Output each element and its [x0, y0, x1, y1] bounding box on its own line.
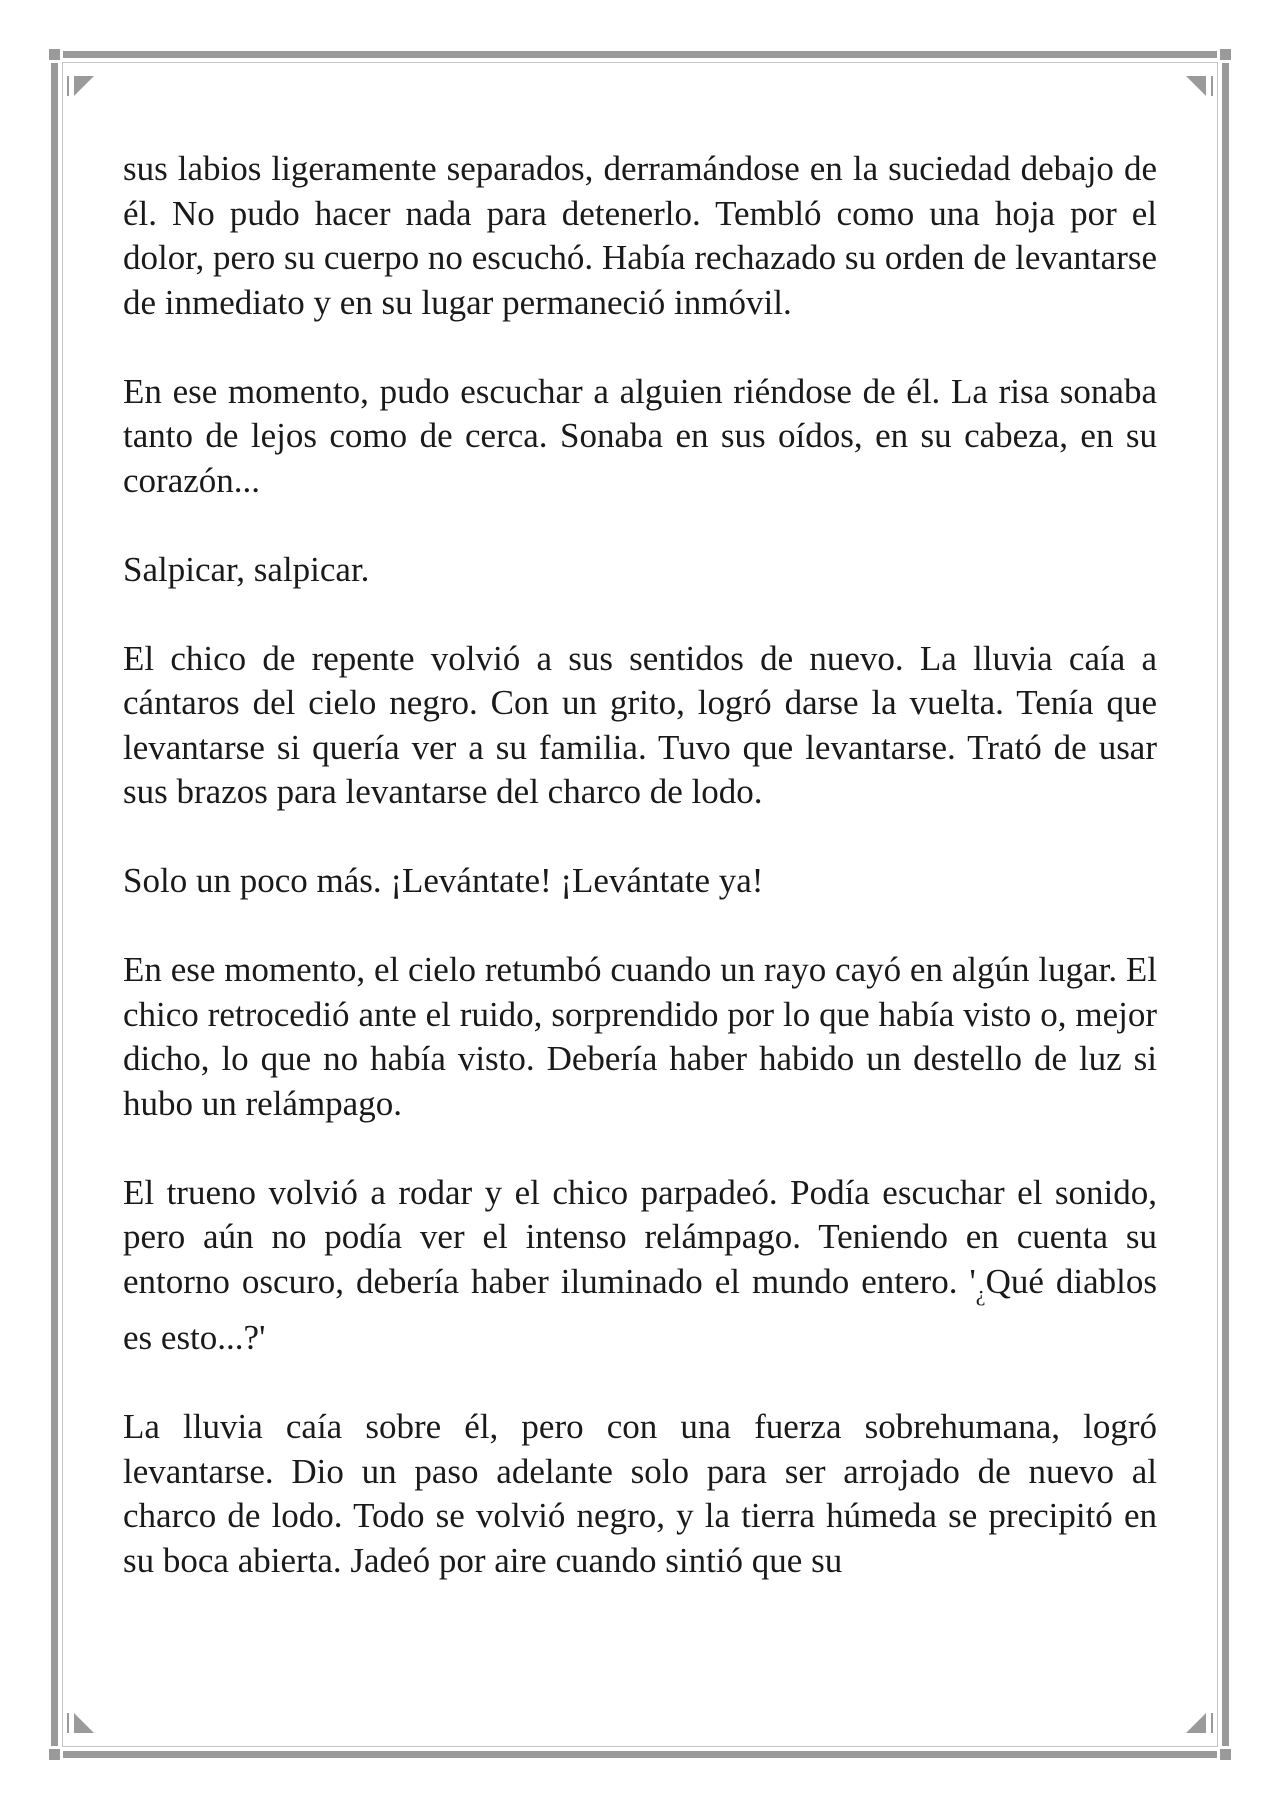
page-body-text: [123, 147, 1157, 1583]
frame-bottom-bar: [66, 1751, 1214, 1758]
frame-left-bar: [51, 66, 58, 1743]
paragraph-7-quote: Qué diablos es esto...?': [123, 1261, 1157, 1357]
paragraph-2: En ese momento, pudo escuchar a alguien riéndose de él. La risa sonaba tanto de lejos como de cerca. Sonaba en sus oídos, en su cabeza, en su corazón...: [123, 371, 1157, 500]
frame-top-bar: [66, 51, 1214, 58]
frame-right-bar: [1222, 66, 1229, 1743]
paragraph-1: sus labios ligeramente separados, derramándose en la suciedad debajo de él. No pudo hacer nada para detenerlo. Tembló como una hoja por el dolor, pero su cuerpo no escuchó. Había rechazado su orden de levantarse de inmediato y en su lugar permaneció inmóvil.: [123, 149, 1157, 322]
inverted-question-mark: ¿: [975, 1280, 986, 1306]
paragraph-3: Salpicar, salpicar.: [123, 549, 370, 589]
paragraph-5: Solo un poco más. ¡Levántate! ¡Levántate ya!: [123, 861, 764, 900]
paragraph-7-text: El trueno volvió a rodar y el chico parpadeó. Podía escuchar el sonido, pero aún no podía ver el intenso relámpago. Teniendo en cuenta su entorno oscuro, debería haber iluminado el mundo entero. ': [123, 1172, 1157, 1301]
paragraph-7: [123, 1171, 1157, 1361]
paragraph-6: En ese momento, el cielo retumbó cuando un rayo cayó en algún lugar. El chico retrocedió ante el ruido, sorprendido por lo que había visto o, mejor dicho, lo que no había visto. Debería haber habido un destello de luz si hubo un relámpago.: [123, 950, 1157, 1123]
paragraph-8: La lluvia caía sobre él, pero con una fuerza sobrehumana, logró levantarse. Dio un paso adelante solo para ser arrojado de nuevo al charco de lodo. Todo se volvió negro, y la tierra húmeda se precipitó en su boca abierta. Jadeó por aire cuando sintió que su: [123, 1407, 1157, 1580]
paragraph-4: El chico de repente volvió a sus sentidos de nuevo. La lluvia caía a cántaros del cielo negro. Con un grito, logró darse la vuelta. Tenía que levantarse si quería ver a su familia. Tuvo que levantarse. Trató de usar sus brazos para levantarse del charco de lodo.: [123, 638, 1157, 811]
